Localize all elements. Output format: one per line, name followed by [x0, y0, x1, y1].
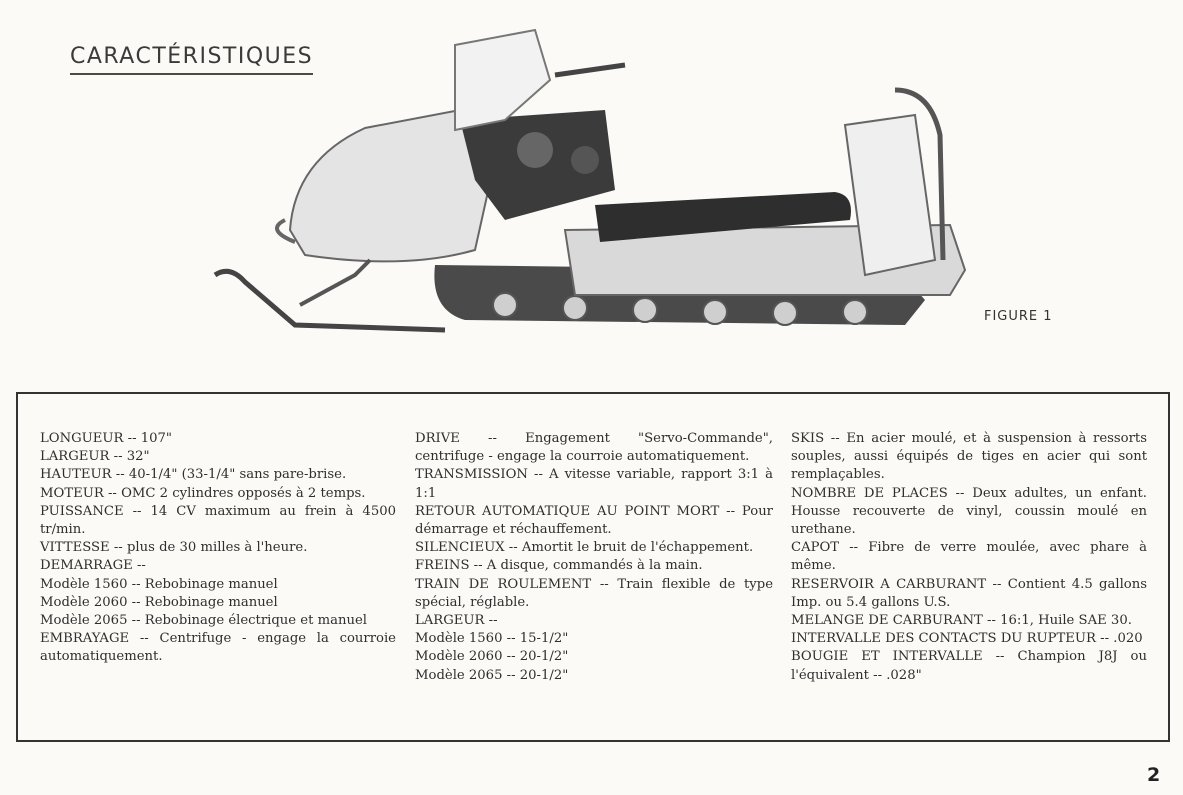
specs-column-1	[40, 430, 396, 667]
spec-item: Modèle 2060 -- 20-1/2"	[415, 649, 569, 665]
spec-item: Modèle 2065 -- 20-1/2"	[415, 667, 569, 683]
spec-item: LONGUEUR -- 107"	[40, 431, 172, 446]
spec-item: CAPOT -- Fibre de verre moulée, avec phare à même.	[791, 540, 1147, 574]
spec-item: INTERVALLE DES CONTACTS DU RUPTEUR -- .020	[791, 631, 1143, 647]
specifications-box	[16, 392, 1170, 742]
spec-item: RESERVOIR A CARBURANT -- Contient 4.5 gallons Imp. ou 5.4 gallons U.S.	[791, 576, 1147, 610]
spec-item: MELANGE DE CARBURANT -- 16:1, Huile SAE 30.	[791, 613, 1132, 629]
spec-item: EMBRAYAGE -- Centrifuge - engage la courroie automatiquement.	[40, 631, 396, 665]
spec-item: Modèle 1560 -- Rebobinage manuel	[40, 576, 278, 592]
spec-item: HAUTEUR -- 40-1/4" (33-1/4" sans pare-brise.	[40, 467, 347, 483]
page-title: CARACTÉRISTIQUES	[70, 44, 313, 75]
spec-item: TRAIN DE ROULEMENT -- Train flexible de type spécial, réglable.	[415, 576, 773, 610]
specs-column-2	[415, 430, 773, 685]
spec-item: MOTEUR -- OMC 2 cylindres opposés à 2 temps.	[40, 485, 366, 501]
spec-item: DEMARRAGE --	[40, 558, 146, 574]
spec-item: Modèle 2060 -- Rebobinage manuel	[40, 594, 278, 610]
spec-item: Modèle 1560 -- 15-1/2"	[415, 631, 569, 647]
spec-item: DRIVE -- Engagement "Servo-Commande", centrifuge - engage la courroie automatiquement.	[415, 431, 773, 465]
spec-item: VITTESSE -- plus de 30 milles à l'heure.	[40, 540, 308, 556]
figure-caption: FIGURE 1	[984, 309, 1053, 324]
spec-item: BOUGIE ET INTERVALLE -- Champion J8J ou l'équivalent -- .028"	[791, 649, 1147, 683]
spec-item: Modèle 2065 -- Rebobinage électrique et manuel	[40, 613, 367, 629]
spec-item: TRANSMISSION -- A vitesse variable, rapport 3:1 à 1:1	[415, 467, 773, 501]
spec-item: PUISSANCE -- 14 CV maximum au frein à 4500 tr/min.	[40, 503, 396, 538]
spec-item: FREINS -- A disque, commandés à la main.	[415, 558, 703, 574]
spec-item: RETOUR AUTOMATIQUE AU POINT MORT -- Pour démarrage et réchauffement.	[415, 503, 773, 538]
spec-item: SKIS -- En acier moulé, et à suspension à ressorts souples, aussi équipés de tiges en acier qui sont remplaçables.	[791, 431, 1147, 483]
page-number: 2	[1147, 764, 1161, 786]
spec-item: NOMBRE DE PLACES -- Deux adultes, un enfant. Housse recouverte de vinyl, coussin moulé en urethane.	[791, 485, 1147, 538]
snowmobile-figure	[205, 20, 975, 350]
spec-item: SILENCIEUX -- Amortit le bruit de l'échappement.	[415, 540, 754, 556]
specs-column-3	[791, 430, 1147, 685]
spec-item: LARGEUR -- 32"	[40, 449, 150, 465]
spec-item: LARGEUR --	[415, 613, 498, 629]
